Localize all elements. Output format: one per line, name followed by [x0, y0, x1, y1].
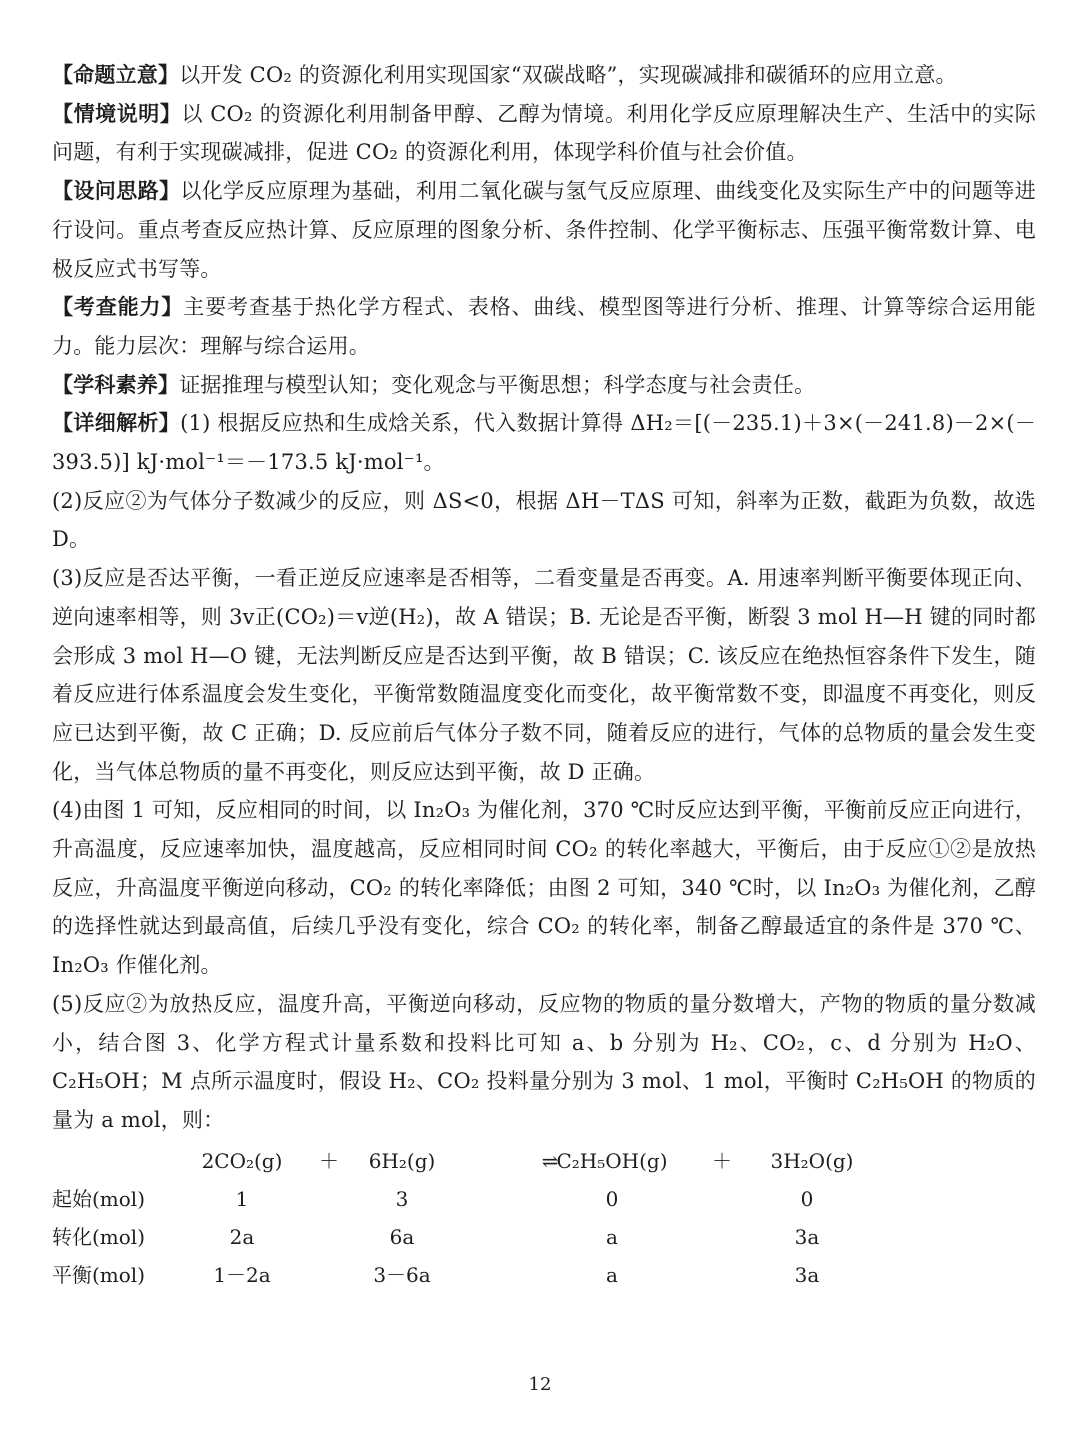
paragraph-text: 证据推理与模型认知；变化观念与平衡思想；科学态度与社会责任。	[179, 372, 816, 397]
row-label: 转化(mol)	[52, 1224, 146, 1249]
paragraph-tag: 【设问思路】	[52, 178, 181, 204]
equilibrium-table	[52, 1142, 1036, 1294]
product-water: 3H₂O(g)	[770, 1148, 854, 1173]
paragraph-tag: 【详细解析】	[52, 410, 181, 436]
paragraph-text: (5)反应②为放热反应，温度升高，平衡逆向移动，反应物的物质的量分数增大，产物的物质的量分数减小，结合图 3、化学方程式计量系数和投料比可知 a、b 分别为 H₂、CO₂，c、d 分别为 H₂O、C₂H₅OH；M 点所示温度时，假设 H₂、CO₂ 投料量分别为 3 mol、1 mol，平衡时 C₂H₅OH 的物质的量为 a mol，则：	[52, 991, 1036, 1132]
table-cell: 2a	[229, 1224, 255, 1249]
paragraph-text: 主要考查基于热化学方程式、表格、曲线、模型图等进行分析、推理、计算等综合运用能力。能力层次：理解与综合运用。	[52, 295, 1037, 358]
row-label: 平衡(mol)	[52, 1262, 146, 1287]
table-cell: 3a	[794, 1224, 820, 1249]
paragraph-literacy	[52, 366, 1036, 405]
page-number: 12	[528, 1374, 552, 1395]
paragraph-tag: 【学科素养】	[52, 371, 180, 397]
paragraph-analysis-5	[52, 985, 1036, 1140]
paragraph-text: (4)由图 1 可知，反应相同的时间，以 In₂O₃ 为催化剂，370 ℃时反应达到平衡，平衡前反应正向进行，升高温度，反应速率加快，温度越高，反应相同时间 CO₂ 的转化率越大，平衡后，由于反应①②是放热反应，升高温度平衡逆向移动，CO₂ 的转化率降低；由图 2 可知，340 ℃时，以 In₂O₃ 为催化剂，乙醇的选择性就达到最高值，后续几乎没有变化，综合 CO₂ 的转化率，制备乙醇最适宜的条件是 370 ℃、In₂O₃ 作催化剂。	[52, 798, 1036, 978]
paragraph-text: 以化学反应原理为基础，利用二氧化碳与氢气反应原理、曲线变化及实际生产中的问题等进行设问。重点考查反应热计算、反应原理的图象分析、条件控制、化学平衡标志、压强平衡常数计算、电极反应式书写等。	[52, 179, 1036, 281]
paragraph-analysis-4	[52, 791, 1036, 985]
paragraph-abilities	[52, 288, 1036, 365]
paragraph-context	[52, 95, 1036, 172]
plus-sign: ＋	[319, 1148, 339, 1173]
reactant-h2: 6H₂(g)	[368, 1148, 436, 1173]
paragraph-text: (3)反应是否达平衡，一看正逆反应速率是否相等，二看变量是否再变。A. 用速率判断平衡要体现正向、逆向速率相等，则 3v正(CO₂)＝v逆(H₂)，故 A 错误；B. 无论是否平衡，断裂 3 mol H—H 键的同时都会形成 3 mol H—O 键，无法判断反应是否达到平衡，故 B 错误；C. 该反应在绝热恒容条件下发生，随着反应进行体系温度会发生变化，平衡常数随温度变化而变化，故平衡常数不变，即温度不再变化，则反应已达到平衡，故 C 正确；D. 反应前后气体分子数不同，随着反应的进行，气体的总物质的量会发生变化，当气体总物质的量不再变化，则反应达到平衡，故 D 正确。	[52, 566, 1036, 784]
paragraph-text: 以 CO₂ 的资源化利用制备甲醇、乙醇为情境。利用化学反应原理解决生产、生活中的实际问题，有利于实现碳减排，促进 CO₂ 的资源化利用，体现学科价值与社会价值。	[52, 101, 1037, 165]
product-ethanol: C₂H₅OH(g)	[556, 1148, 668, 1173]
table-cell: 3a	[794, 1262, 820, 1287]
paragraph-tag: 【情境说明】	[52, 100, 182, 126]
row-label: 起始(mol)	[52, 1186, 146, 1211]
table-cell: 3	[395, 1186, 409, 1211]
paragraph-intent	[52, 56, 1036, 95]
paragraph-text: (2)反应②为气体分子数减少的反应，则 ΔS<0，根据 ΔH－TΔS 可知，斜率为正数，截距为负数，故选 D。	[52, 488, 1036, 552]
table-row	[52, 1256, 1036, 1294]
paragraph-question-design	[52, 172, 1036, 288]
table-cell: 6a	[389, 1224, 415, 1249]
equilibrium-arrow-icon: ⇌	[541, 1148, 559, 1173]
paragraph-tag: 【考查能力】	[52, 294, 184, 320]
paragraph-text: (1) 根据反应热和生成焓关系，代入数据计算得 ΔH₂＝[(－235.1)＋3×(－241.8)－2×(－393.5)] kJ·mol⁻¹＝－173.5 kJ·mol⁻¹。	[52, 411, 1037, 475]
table-cell: 3－6a	[373, 1262, 431, 1287]
paragraph-analysis-2	[52, 482, 1036, 559]
table-row	[52, 1180, 1036, 1218]
table-cell: 1	[235, 1186, 249, 1211]
plus-sign: ＋	[712, 1148, 732, 1173]
paragraph-analysis-3	[52, 559, 1036, 791]
reaction-equation-row	[52, 1142, 1036, 1180]
table-cell: 0	[605, 1186, 619, 1211]
table-row	[52, 1218, 1036, 1256]
reactant-co2: 2CO₂(g)	[201, 1148, 283, 1173]
table-cell: 1－2a	[213, 1262, 271, 1287]
paragraph-text: 以开发 CO₂ 的资源化利用实现国家“双碳战略”，实现碳减排和碳循环的应用立意。	[179, 63, 957, 87]
table-cell: a	[606, 1262, 618, 1287]
table-cell: a	[606, 1224, 618, 1249]
paragraph-analysis-1	[52, 404, 1036, 481]
paragraph-tag: 【命题立意】	[52, 62, 180, 87]
table-cell: 0	[800, 1186, 814, 1211]
